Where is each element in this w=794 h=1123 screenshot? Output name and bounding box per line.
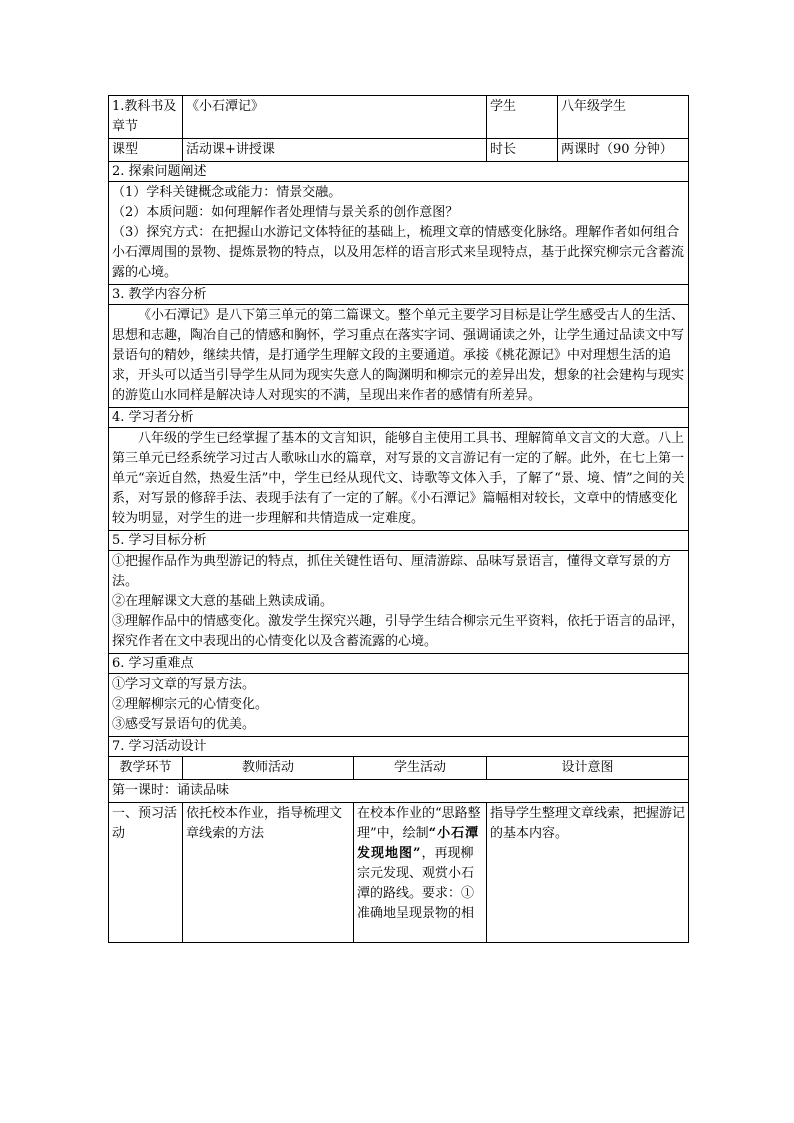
section-5-header: [109, 531, 689, 551]
section-3-content: [109, 305, 689, 408]
section-2-header: [109, 162, 689, 182]
lesson-one-title: 第一课时：诵读品味: [109, 780, 689, 803]
student-activity-cell: [354, 803, 487, 943]
section-2-content: [109, 182, 689, 285]
section-4-title: 4. 学习者分析: [109, 408, 689, 428]
teacher-activity-cell: 依托校本作业，指导梳理文章线索的方法: [183, 803, 354, 943]
section-7-header: [109, 737, 689, 757]
column-header-student: 学生活动: [354, 757, 487, 780]
section-5-item-1: ①把握作品作为典型游记的特点，抓住关键性语句、厘清游踪、品味写景语言，懂得文章写景的方法。: [112, 554, 672, 589]
label-course-type: 课型: [109, 139, 183, 162]
section-5-item-3: ③理解作品中的情感变化。激发学生探究兴趣，引导学生结合柳宗元生平资料，依托于语言的品评，探究作者在文中表现出的心情变化以及含蓄流露的心境。: [112, 614, 685, 649]
section-2-title: 2. 探索问题阐述: [109, 162, 689, 182]
section-6-body: [109, 674, 689, 737]
section-3-body: [109, 305, 689, 408]
section-5-title: 5. 学习目标分析: [109, 531, 689, 551]
section-2-item-2: （2）本质问题：如何理解作者处理情与景关系的创作意图？: [112, 205, 459, 220]
lesson-one-row: [109, 780, 689, 803]
lesson-plan-table: [108, 95, 689, 943]
stage-cell: 一、预习活动: [109, 803, 183, 943]
section-6-content: [109, 674, 689, 737]
value-lesson-title: 《小石潭记》: [183, 96, 487, 139]
section-2-item-1: （1）学科关键概念或能力：情景交融。: [112, 185, 342, 200]
section-6-item-1: ①学习文章的写景方法。: [112, 677, 256, 692]
section-6-item-2: ②理解柳宗元的心情变化。: [112, 697, 269, 712]
label-student: 学生: [487, 96, 558, 139]
activity-header-row: [109, 757, 689, 780]
info-row-textbook: [109, 96, 689, 139]
label-textbook-chapter: 1.教科书及章节: [109, 96, 183, 139]
student-activity-text-a: 在校本作业的“思路整理”中，绘制: [357, 806, 481, 841]
section-5-item-2: ②在理解课文大意的基础上熟读成诵。: [112, 594, 334, 609]
section-2-body: [109, 182, 689, 285]
value-course-type: 活动课+讲授课: [183, 139, 487, 162]
column-header-stage: 教学环节: [109, 757, 183, 780]
section-3-header: [109, 285, 689, 305]
section-4-body: [109, 428, 689, 531]
column-header-intent: 设计意图: [487, 757, 689, 780]
section-4-paragraph: 八年级的学生已经掌握了基本的文言知识，能够自主使用工具书、理解简单文言文的大意。八上第三单元已经系统学习过古人歌咏山水的篇章，对写景的文言游记有一定的了解。此外，在七上第一单元“亲近自然，热爱生活”中，学生已经从现代文、诗歌等文体入手，了解了“景、境、情”之间的关系，对写景的修辞手法、表现手法有了一定的了解。《小石潭记》篇幅相对较长，文章中的情感变化较为明显，对学生的进一步理解和共情造成一定难度。: [112, 431, 685, 526]
design-intent-cell: 指导学生整理文章线索，把握游记的基本内容。: [487, 803, 689, 943]
info-row-course-type: [109, 139, 689, 162]
label-duration: 时长: [487, 139, 558, 162]
section-6-header: [109, 654, 689, 674]
student-activity-bold-text: “小石潭发现地图”: [357, 826, 480, 861]
activity-row-preview: [109, 803, 689, 943]
student-activity-text-b: ，再现柳宗元发现、观赏小石潭的路线。要求：①准确地呈现景物的相: [357, 846, 475, 921]
section-6-item-3: ③感受写景语句的优美。: [112, 717, 256, 732]
section-5-content: [109, 551, 689, 654]
section-4-header: [109, 408, 689, 428]
section-3-paragraph: 《小石潭记》是八下第三单元的第二篇课文。整个单元主要学习目标是让学生感受古人的生活、思想和志趣，陶冶自己的情感和胸怀，学习重点在落实字词、强调诵读之外，让学生通过品读文中写景语句的精妙，继续共情，是打通学生理解文段的主要通道。承接《桃花源记》中对理想生活的追求，开头可以适当引导学生从同为现实失意人的陶渊明和柳宗元的差异出发，想象的社会建构与现实的游览山水同样是解决诗人对现实的不满，呈现出来作者的感情有所差异。: [112, 308, 685, 403]
section-3-title: 3. 教学内容分析: [109, 285, 689, 305]
value-duration: 两课时（90 分钟）: [558, 139, 689, 162]
section-4-content: [109, 428, 689, 531]
section-5-body: [109, 551, 689, 654]
section-2-item-3: （3）探究方式：在把握山水游记文体特征的基础上，梳理文章的情感变化脉络。理解作者如何组合小石潭周围的景物、提炼景物的特点，以及用怎样的语言形式来呈现特点，基于此探究柳宗元含蓄流露的心境。: [112, 225, 685, 280]
value-student: 八年级学生: [558, 96, 689, 139]
section-7-title: 7. 学习活动设计: [109, 737, 689, 757]
section-6-title: 6. 学习重难点: [109, 654, 689, 674]
column-header-teacher: 教师活动: [183, 757, 354, 780]
